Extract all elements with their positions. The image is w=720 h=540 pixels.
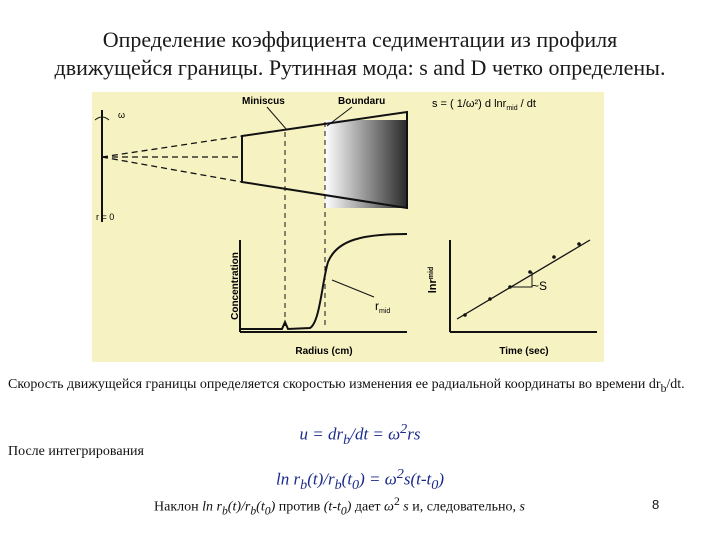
rmid-label: $r_{mid}$ (375, 299, 391, 315)
page-number: 8 (652, 497, 660, 512)
r-zero-label: r = 0 (96, 212, 115, 222)
title-line-2: движущейся границы. Рутинная мода: s and D четко определены. (54, 55, 666, 80)
radius-axis-label: Radius (cm) (295, 346, 353, 357)
conc-axis-label: Concentration (230, 252, 241, 320)
formula-label: s = ( 1/ω²) d lnr$_{mid}$ / dt (432, 98, 536, 112)
slope-label: ~S (532, 279, 548, 293)
sedimentation-figure (92, 92, 604, 362)
boundary-label: Boundaru (338, 96, 386, 107)
integrated-equation: $\ln r_b(t)/r_b(t_0) = \omega^2s(t-t_0)$ (276, 466, 444, 494)
omega-label: ω (118, 110, 126, 120)
slide-title (0, 26, 720, 82)
time-axis-label: Time (sec) (499, 346, 549, 357)
velocity-equation: $u = dr_b/dt = \omega^2rs$ (299, 421, 421, 449)
integration-label: После интегрирования (8, 444, 144, 459)
slope-note: Наклон $\ln r_b(t)/r_b(t_0)$ против $(t-t_0)$ дает $\omega^2$ s и, следовательно, s (154, 495, 525, 518)
title-line-1: Определение коэффициента седиментации из профиля (102, 27, 618, 52)
lnr-axis-label: lnr$^{mid}$ (427, 266, 439, 294)
figure-svg (92, 92, 604, 362)
boundary-gradient (325, 120, 407, 208)
explanation-paragraph: Скорость движущейся границы определяется скоростью изменения ее радиальной координаты во времени $dr_b/dt$. (8, 377, 685, 395)
miniscus-label: Miniscus (242, 96, 285, 107)
